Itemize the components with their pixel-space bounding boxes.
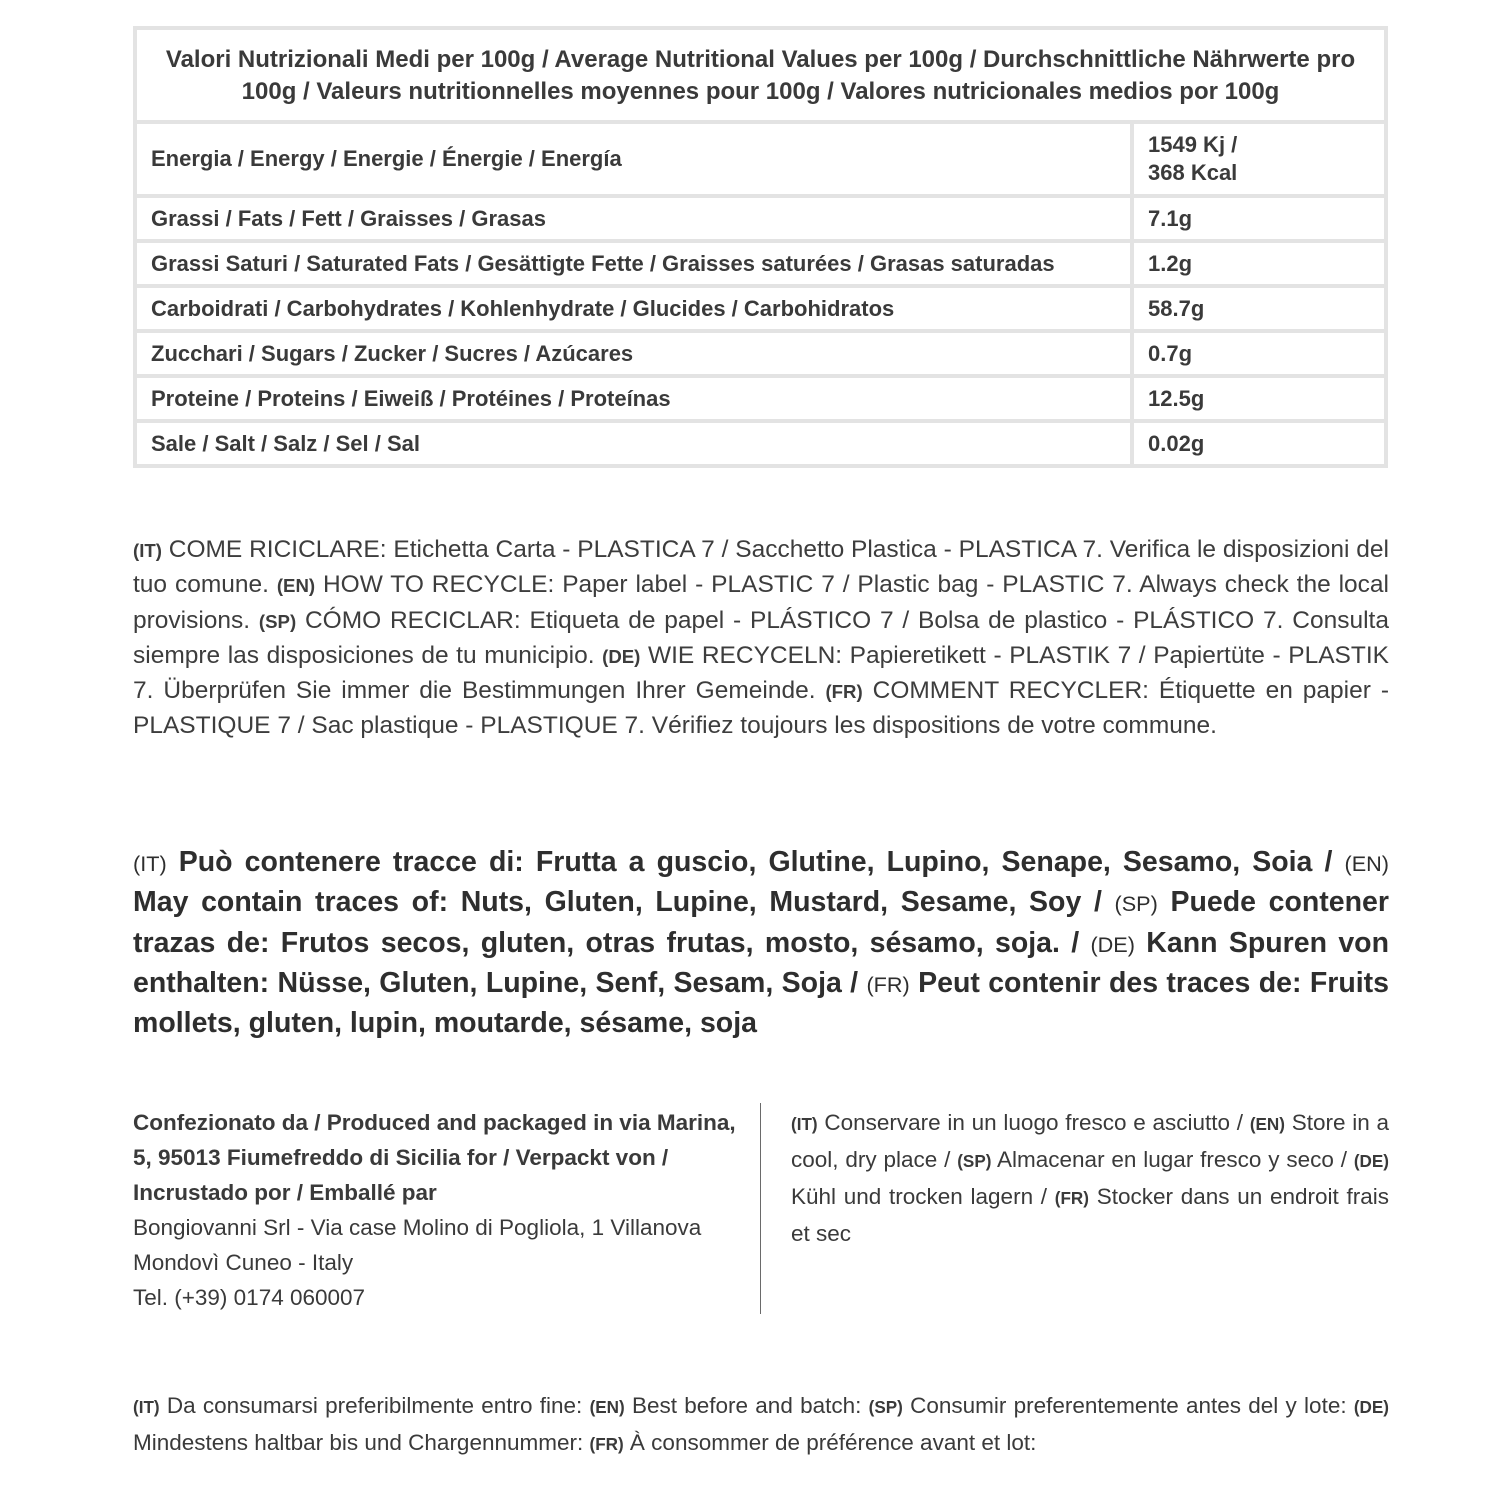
nutrient-value: 0.02g — [1132, 421, 1386, 466]
lang-code-de: (DE) — [602, 645, 641, 667]
lang-code-fr: (FR) — [589, 1435, 624, 1454]
nutrition-table-title: Valori Nutrizionali Medi per 100g / Average Nutritional Values per 100g / Durchschnittliche Nährwerte pro 100g / Valeurs nutritionnelles moyennes pour 100g / Valores nutricionales medios por 100g — [135, 28, 1386, 122]
lang-code-sp: (SP) — [868, 1398, 903, 1417]
storage-text-sp: Almacenar en lugar fresco y seco / — [991, 1147, 1354, 1172]
best-before-text-en: Best before and batch: — [624, 1393, 869, 1418]
allergens-text-it: Può contenere tracce di: Frutta a guscio, Glutine, Lupino, Senape, Sesamo, Soia / — [166, 846, 1345, 878]
nutrient-value: 1.2g — [1132, 241, 1386, 286]
producer-heading: Confezionato da / Produced and packaged in via Marina, 5, 95013 Fiumefreddo di Sicilia for / Verpackt von / Incrustado por / Emballé par — [133, 1110, 736, 1205]
nutrient-label: Grassi / Fats / Fett / Graisses / Grasas — [135, 196, 1132, 241]
best-before-text-sp: Consumir preferentemente antes del y lote: — [902, 1393, 1354, 1418]
recycling-text-de: WIE RECYCELN: Papieretikett - PLASTIK 7 / Papiertüte - PLASTIK 7. Überprüfen Sie immer die Bestimmungen Ihrer Gemeinde. — [133, 641, 1390, 705]
best-before-paragraph — [133, 1388, 1389, 1462]
column-divider — [760, 1103, 761, 1314]
recycling-text-sp: CÓMO RECICLAR: Etiqueta de papel - PLÁSTICO 7 / Bolsa de plastico - PLÁSTICO 7. Consulta siempre las disposiciones de tu municipio. — [133, 606, 1389, 669]
lang-code-de: (DE) — [1090, 931, 1135, 957]
energy-kcal: 368 Kcal — [1148, 160, 1238, 185]
storage-text-fr: Stocker dans un endroit frais et sec — [791, 1184, 1389, 1246]
lang-code-fr: (FR) — [825, 681, 863, 703]
table-row-sugars — [135, 331, 1386, 376]
recycling-text-en: HOW TO RECYCLE: Paper label - PLASTIC 7 / Plastic bag - PLASTIC 7. Always check the local provisions. — [133, 571, 1390, 634]
nutrient-value: 7.1g — [1132, 196, 1386, 241]
table-row-saturated-fats — [135, 241, 1386, 286]
lang-code-sp: (SP) — [258, 610, 297, 632]
nutrient-value: 58.7g — [1132, 286, 1386, 331]
energy-kj: 1549 Kj / — [1148, 132, 1238, 157]
energy-value — [1132, 122, 1386, 196]
lang-code-en: (EN) — [1249, 1115, 1285, 1134]
allergens-text-sp: Puede contener trazas de: Frutos secos, gluten, otras frutas, mosto, sésamo, soja. / — [133, 886, 1389, 959]
nutrient-label: Zucchari / Sugars / Zucker / Sucres / Azúcares — [135, 331, 1132, 376]
nutrient-label: Proteine / Proteins / Eiweiß / Protéines / Proteínas — [135, 376, 1132, 421]
storage-text-en: Store in a cool, dry place / — [791, 1110, 1390, 1172]
lang-code-sp: (SP) — [957, 1152, 992, 1171]
table-row-energy — [135, 122, 1386, 196]
lang-code-it: (IT) — [133, 1398, 160, 1417]
producer-address: Bongiovanni Srl - Via case Molino di Pogliola, 1 Villanova Mondovì Cuneo - Italy — [133, 1215, 702, 1275]
lang-code-de: (DE) — [1353, 1152, 1389, 1171]
lang-code-fr: (FR) — [866, 971, 910, 997]
lang-code-it: (IT) — [133, 851, 167, 876]
allergens-paragraph — [133, 843, 1389, 1042]
nutrient-label: Carboidrati / Carbohydrates / Kohlenhydrate / Glucides / Carbohidratos — [135, 286, 1132, 331]
lang-code-en: (EN) — [589, 1398, 625, 1417]
energy-label: Energia / Energy / Energie / Énergie / Energía — [135, 122, 1132, 196]
lang-code-it: (IT) — [133, 540, 162, 561]
storage-text-de: Kühl und trocken lagern / — [791, 1184, 1055, 1209]
lang-code-de: (DE) — [1353, 1398, 1389, 1417]
recycling-text-fr: COMMENT RECYCLER: Étiquette en papier - PLASTIQUE 7 / Sac plastique - PLASTIQUE 7. Vérifiez toujours les dispositions de votre commune. — [133, 677, 1390, 740]
best-before-text-fr: À consommer de préférence avant et lot: — [623, 1430, 1037, 1455]
nutrient-value: 0.7g — [1132, 331, 1386, 376]
lang-code-sp: (SP) — [1114, 891, 1158, 917]
nutrient-label: Sale / Salt / Salz / Sel / Sal — [135, 421, 1132, 466]
nutrient-label: Grassi Saturi / Saturated Fats / Gesättigte Fette / Graisses saturées / Grasas saturadas — [135, 241, 1132, 286]
lang-code-fr: (FR) — [1054, 1189, 1089, 1208]
allergens-text-fr: Peut contenir des traces de: Fruits mollets, gluten, lupin, moutarde, sésame, soja — [133, 966, 1389, 1040]
storage-paragraph — [791, 1105, 1389, 1251]
best-before-text-de: Mindestens haltbar bis und Chargennummer: — [133, 1430, 590, 1455]
nutrition-table — [133, 26, 1388, 468]
lang-code-en: (EN) — [276, 575, 316, 597]
table-row-carbohydrates — [135, 286, 1386, 331]
recycling-paragraph — [133, 533, 1389, 744]
recycling-text-it: COME RICICLARE: Etichetta Carta - PLASTICA 7 / Sacchetto Plastica - PLASTICA 7. Verifica le disposizioni del tuo comune. — [133, 536, 1389, 599]
lang-code-it: (IT) — [791, 1115, 818, 1134]
allergens-text-de: Kann Spuren von enthalten: Nüsse, Gluten, Lupine, Senf, Sesam, Soja / — [133, 926, 1389, 999]
table-row-proteins — [135, 376, 1386, 421]
storage-text-it: Conservare in un luogo fresco e asciutto / — [817, 1110, 1250, 1135]
allergens-text-en: May contain traces of: Nuts, Gluten, Lupine, Mustard, Sesame, Soy / — [133, 886, 1115, 919]
table-row-salt — [135, 421, 1386, 466]
producer-phone: Tel. (+39) 0174 060007 — [133, 1285, 366, 1310]
lang-code-en: (EN) — [1344, 851, 1389, 876]
producer-block — [133, 1105, 743, 1315]
nutrient-value: 12.5g — [1132, 376, 1386, 421]
table-row-fats — [135, 196, 1386, 241]
best-before-text-it: Da consumarsi preferibilmente entro fine: — [159, 1393, 590, 1418]
